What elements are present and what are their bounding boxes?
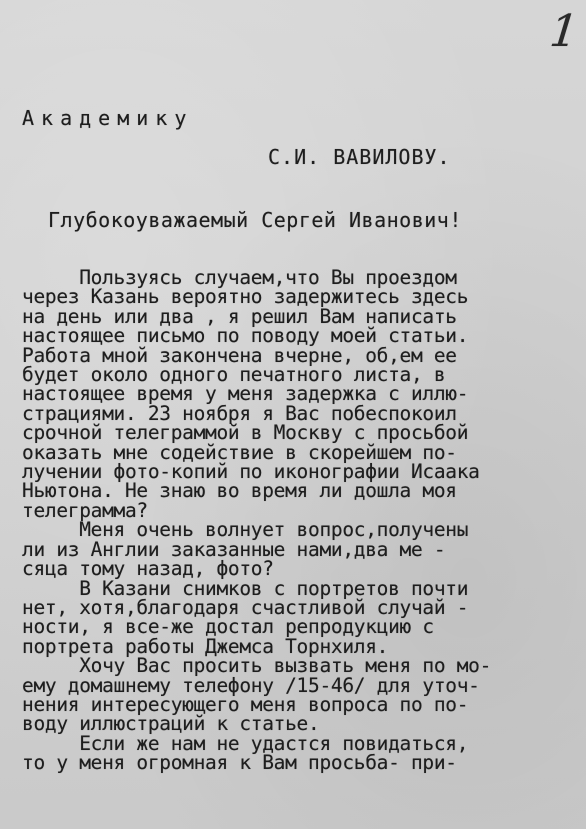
body-line: В Казани снимков с портретов почти xyxy=(22,576,469,600)
body-line: настоящее письмо по поводу моей статьи. xyxy=(22,324,469,348)
body-line: сяца тому назад, фото? xyxy=(22,557,274,581)
body-line: ности, я все-же достал репродукцию с xyxy=(22,615,434,639)
body-line: лучении фото-копий по иконографии Исаака xyxy=(22,460,480,484)
body-line: срочной телеграммой в Москву с просьбой xyxy=(22,421,469,445)
body-line: настоящее время у меня задержка с иллю- xyxy=(22,382,469,406)
body-line: страциями. 23 ноября я Вас побеспокоил xyxy=(22,401,457,425)
body-line: Работа мной закончена вчерне, об,ем ее xyxy=(22,343,457,367)
body-line: Если же нам не удастся повидаться, xyxy=(22,731,469,755)
body-line: то у меня огромная к Вам просьба- при- xyxy=(22,751,457,775)
body-line: Хочу Вас просить вызвать меня по мо- xyxy=(22,654,492,678)
body-line: оказать мне содействие в скорейшем по- xyxy=(22,440,457,464)
body-line: воду иллюстраций к статье. xyxy=(22,712,320,736)
body-line: Меня очень волнует вопрос,получены xyxy=(22,518,469,542)
body-line: Ньютона. Не знаю во время ли дошла моя xyxy=(22,479,457,503)
body-line: ли из Англии заказанные нами,два ме - xyxy=(22,537,446,561)
addressee-name: С.И. ВАВИЛОВУ. xyxy=(268,145,451,169)
body-line: будет около одного печатного листа, в xyxy=(22,363,446,387)
body-line: телеграмма? xyxy=(22,498,148,522)
addressee-title: Академику xyxy=(22,106,194,130)
greeting: Глубокоуважаемый Сергей Иванович! xyxy=(48,208,462,232)
body-line: нет, хотя,благодаря счастливой случай - xyxy=(22,595,469,619)
body-line: через Казань вероятно задержитесь здесь xyxy=(22,285,469,309)
body-line: портрета работы Джемса Торнхиля. xyxy=(22,634,389,658)
page-number: 1 xyxy=(547,6,581,57)
body-line: ему домашнему телефону /15-46/ для уточ- xyxy=(22,673,480,697)
body-line: Пользуясь случаем,что Вы проездом xyxy=(22,266,457,289)
body-line: нения интересующего меня вопроса по по- xyxy=(22,692,469,716)
letter-body xyxy=(22,268,582,773)
body-line: на день или два , я решил Вам написать xyxy=(22,304,457,328)
